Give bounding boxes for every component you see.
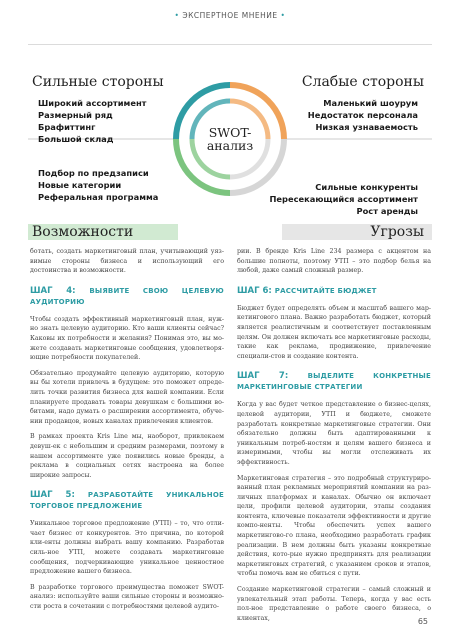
paragraph: Бюджет будет определять объем и масштаб вашего мар-кетингового плана. Важно разработать бюджет, который является реалистичным и соответствует поставленным целям. Он должен включать все маркетинговые расходы, такие как реклама, продвижение, привлечение специали-стов и создание контента. (237, 304, 431, 360)
paragraph: рии. В бренде Kris Line 234 размера с акцентом на большие полноты, поэтому УТП – это подбор белья на любой, даже самый сложный размер. (237, 248, 431, 275)
swot-diagram (28, 44, 432, 240)
weakness-item: Недостаток персонала (307, 110, 418, 120)
paragraph: Создание маркетинговой стратегии – самый сложный и увлекательный этап работы. Теперь, когда у вас есть пол-ное представление о работе своего бизнеса, о клиентах, (237, 586, 431, 622)
strengths-title: Сильные стороны (32, 74, 164, 90)
right-column (237, 247, 431, 629)
paragraph: В рамках проекта Kris Line мы, наоборот, привлекаем девуш-ек с небольшим и средним размерами, поэтому в нашем ассортименте уже появились новые бренды, а реклама в социальных сетях настроена на более широкие запросы. (30, 433, 224, 479)
step-5-heading (30, 490, 224, 512)
strength-item: Размерный ряд (38, 110, 113, 120)
swot-center-label (198, 126, 262, 152)
weakness-item: Маленький шоурум (323, 98, 418, 108)
threats-title: Угрозы (370, 224, 424, 240)
step-7-title: ВЫДЕЛИТЕ КОНКРЕТНЫЕ МАРКЕТИНГОВЫЕ СТРАТЕГИИ (237, 372, 431, 392)
opportunities-title: Возможности (32, 224, 134, 240)
strength-item: Брафиттинг (38, 122, 96, 132)
step-6-heading (237, 286, 431, 297)
center-label-line1: SWOT- (208, 125, 252, 140)
weaknesses-title: Слабые стороны (301, 74, 424, 90)
paragraph: Уникальное торговое предложение (УТП) – то, что отли-чает бизнес от конкурентов. Это причина, по которой кли-енты должны выбрать вашу компанию. Разработав силь-ное УТП, можете создавать маркетинговые сообщения, подчеркивающие уникальное ценностное предложение вашего бизнеса. (30, 520, 224, 576)
header-title: ЭКСПЕРТНОЕ МНЕНИЕ (182, 11, 278, 20)
step-4-title: ВЫЯВИТЕ СВОЮ ЦЕЛЕВУЮ АУДИТОРИЮ (30, 286, 224, 306)
left-column (30, 247, 224, 618)
opportunity-item: Реферальная программа (38, 192, 159, 202)
step-5-number: ШАГ 5: (30, 490, 75, 501)
paragraph: ботать, создать маркетинговый план, учитывающий уяз-вимые стороны бизнеса и использующий его достоинства и возможности. (30, 248, 224, 275)
paragraph: Когда у вас будет четкое представление о бизнес-целях, целевой аудитории, УТП и бюджете, сможете разработать конкретные маркетинговые стратегии. Они обязательно должны быть адаптированными к уникальным потреб-ностям и целям вашего бизнеса и измеримыми, чтобы вы могли отслеживать их эффективность. (237, 401, 431, 466)
weakness-item: Низкая узнаваемость (315, 122, 418, 132)
center-label-line2: анализ (206, 138, 254, 153)
page-number: 65 (417, 617, 428, 626)
paragraph: Чтобы создать эффективный маркетинговый план, нуж-но знать целевую аудиторию. Кто ваши клиенты сейчас? Каковы их потребности и желания? Понимая это, вы мо-жете создавать маркетинговые сообщения, удовлетворя-ющие потребности покупателей. (30, 315, 224, 362)
section-header (0, 11, 460, 20)
paragraph: Маркетинговая стратегия – это подробный структуриро-ванный план рекламных мероприятий компании на раз-личных платформах и каналах. Обычно он включает цели, профили целевой аудитории, этапы создания контента, ключевые показатели эффективности и другие компо-ненты. Чтобы обеспечить успех вашего маркетингово-го плана, необходимо разработать график реализации. В нем должны быть указаны конкретные действия, кото-рые нужно предпринять для реализации маркетинговых стратегий, с указанием сроков и этапов, чтобы помочь вам не сбиться с пути. (237, 474, 431, 578)
header-dot-right: • (280, 11, 286, 20)
step-6-title: РАССЧИТАЙТЕ БЮДЖЕТ (274, 286, 377, 295)
step-7-number: ШАГ 7: (237, 371, 289, 382)
strength-item: Широкий ассортимент (38, 98, 147, 108)
opportunity-item: Новые категории (38, 180, 122, 190)
strength-item: Большой склад (38, 134, 114, 144)
threat-item: Сильные конкуренты (315, 182, 418, 192)
step-4-heading (30, 286, 224, 308)
opportunity-item: Подбор по предзаписи (38, 168, 149, 178)
step-7-heading (237, 371, 431, 393)
header-dot-left: • (174, 11, 180, 20)
threat-item: Пересекающийся ассортимент (269, 194, 418, 204)
step-4-number: ШАГ 4: (30, 285, 76, 296)
paragraph: Обязательно продумайте целевую аудиторию, которую вы бы хотели привлечь в будущем: это поможет опреде-лить точки развития бизнеса для вашей компании. Если планируете продавать товары девушкам с большими во-битами, надо думать о расширении ассортимента, обуче-нии продавцов, новых каналах привлечения клиентов. (30, 369, 224, 425)
threat-item: Рост аренды (356, 206, 418, 216)
paragraph: В разработке торгового преимущества поможет SWOT-анализ: используйте ваши сильные стороны и возможно-сти роста в сочетании с потребностями целевой аудито- (30, 583, 224, 611)
step-6-number: ШАГ 6: (237, 285, 272, 296)
step-5-title: РАЗРАБОТАЙТЕ УНИКАЛЬНОЕ ТОРГОВОЕ ПРЕДЛОЖЕНИЕ (30, 491, 224, 511)
